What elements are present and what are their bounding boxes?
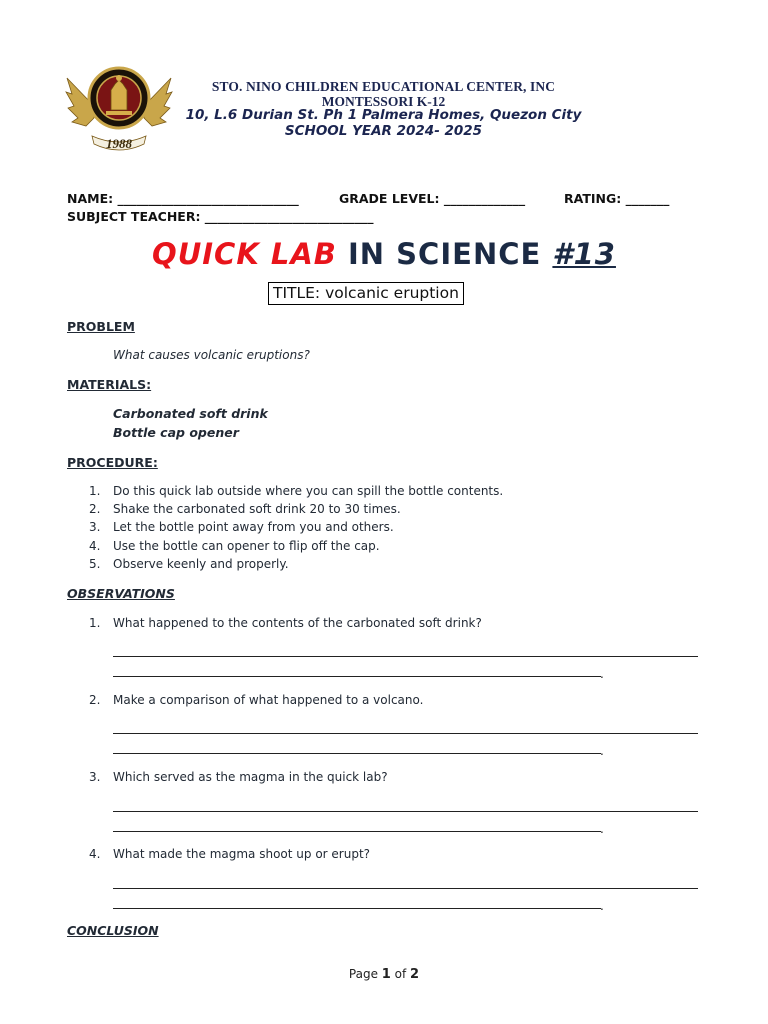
of-word: of [390,967,411,981]
name-field[interactable]: NAME: _____________________________ [67,191,299,206]
total-pages: 2 [410,967,420,982]
observation-question [89,770,388,784]
question-text: What happened to the contents of the carbonated soft drink? [113,616,482,630]
subject-teacher-field[interactable]: SUBJECT TEACHER: ___________________________ [67,209,374,224]
current-page: 1 [381,967,391,982]
observation-question [89,693,423,707]
step-text: Do this quick lab outside where you can spill the bottle contents. [113,484,504,498]
school-address: 10, L.6 Durian St. Ph 1 Palmera Homes, Quezon City [185,107,582,123]
page-number [0,967,768,982]
answer-period: . [600,822,604,836]
question-number: 3. [89,770,101,784]
rating-field[interactable]: RATING: _______ [564,191,670,206]
page-title [0,237,768,271]
logo-year: 1988 [106,136,132,151]
answer-period: . [600,899,604,913]
answer-line[interactable] [113,831,601,832]
title-number: #13 [552,237,616,271]
lab-title-box [268,282,464,305]
answer-period: . [600,744,604,758]
materials-heading: MATERIALS: [67,377,152,392]
observation-question [89,616,482,630]
question-text: Make a comparison of what happened to a volcano. [113,693,424,707]
answer-line[interactable] [113,733,698,734]
procedure-step [89,484,503,498]
question-number: 4. [89,847,101,861]
step-number: 1. [89,484,101,498]
step-number: 3. [89,520,101,534]
step-text: Use the bottle can opener to flip off the cap. [113,539,380,553]
answer-line[interactable] [113,888,698,889]
answer-line[interactable] [113,908,601,909]
material-item: Bottle cap opener [113,425,239,440]
question-text: What made the magma shoot up or erupt? [113,847,371,861]
conclusion-heading: CONCLUSION [67,923,159,938]
problem-question: What causes volcanic eruptions? [113,348,310,362]
procedure-heading: PROCEDURE: [67,455,158,470]
school-year: SCHOOL YEAR 2024- 2025 [284,123,483,139]
procedure-step [89,539,380,553]
procedure-step [89,502,401,516]
question-text: Which served as the magma in the quick lab? [113,770,388,784]
grade-level-field[interactable]: GRADE LEVEL: _____________ [339,191,526,206]
school-name: STO. NINO CHILDREN EDUCATIONAL CENTER, INC [211,79,556,94]
page-word: Page [348,967,382,981]
step-number: 2. [89,502,101,516]
lab-title-value: volcanic eruption [320,284,459,302]
problem-heading: PROBLEM [67,319,135,334]
answer-line[interactable] [113,676,601,677]
procedure-step [89,520,394,534]
answer-period: . [600,667,604,681]
material-item: Carbonated soft drink [113,406,268,421]
lab-title-label: TITLE: [273,284,321,302]
question-number: 2. [89,693,101,707]
answer-line[interactable] [113,656,698,657]
school-program: MONTESSORI K-12 [321,94,446,109]
title-quick-lab: QUICK LAB [152,237,337,271]
title-in-science: IN SCIENCE [336,237,553,271]
step-text: Let the bottle point away from you and others. [113,520,394,534]
step-text: Observe keenly and properly. [113,557,289,571]
question-number: 1. [89,616,101,630]
procedure-step [89,557,289,571]
step-text: Shake the carbonated soft drink 20 to 30 times. [113,502,401,516]
step-number: 5. [89,557,101,571]
observation-question [89,847,370,861]
step-number: 4. [89,539,101,553]
answer-line[interactable] [113,811,698,812]
answer-line[interactable] [113,753,601,754]
observations-heading: OBSERVATIONS [67,586,175,601]
